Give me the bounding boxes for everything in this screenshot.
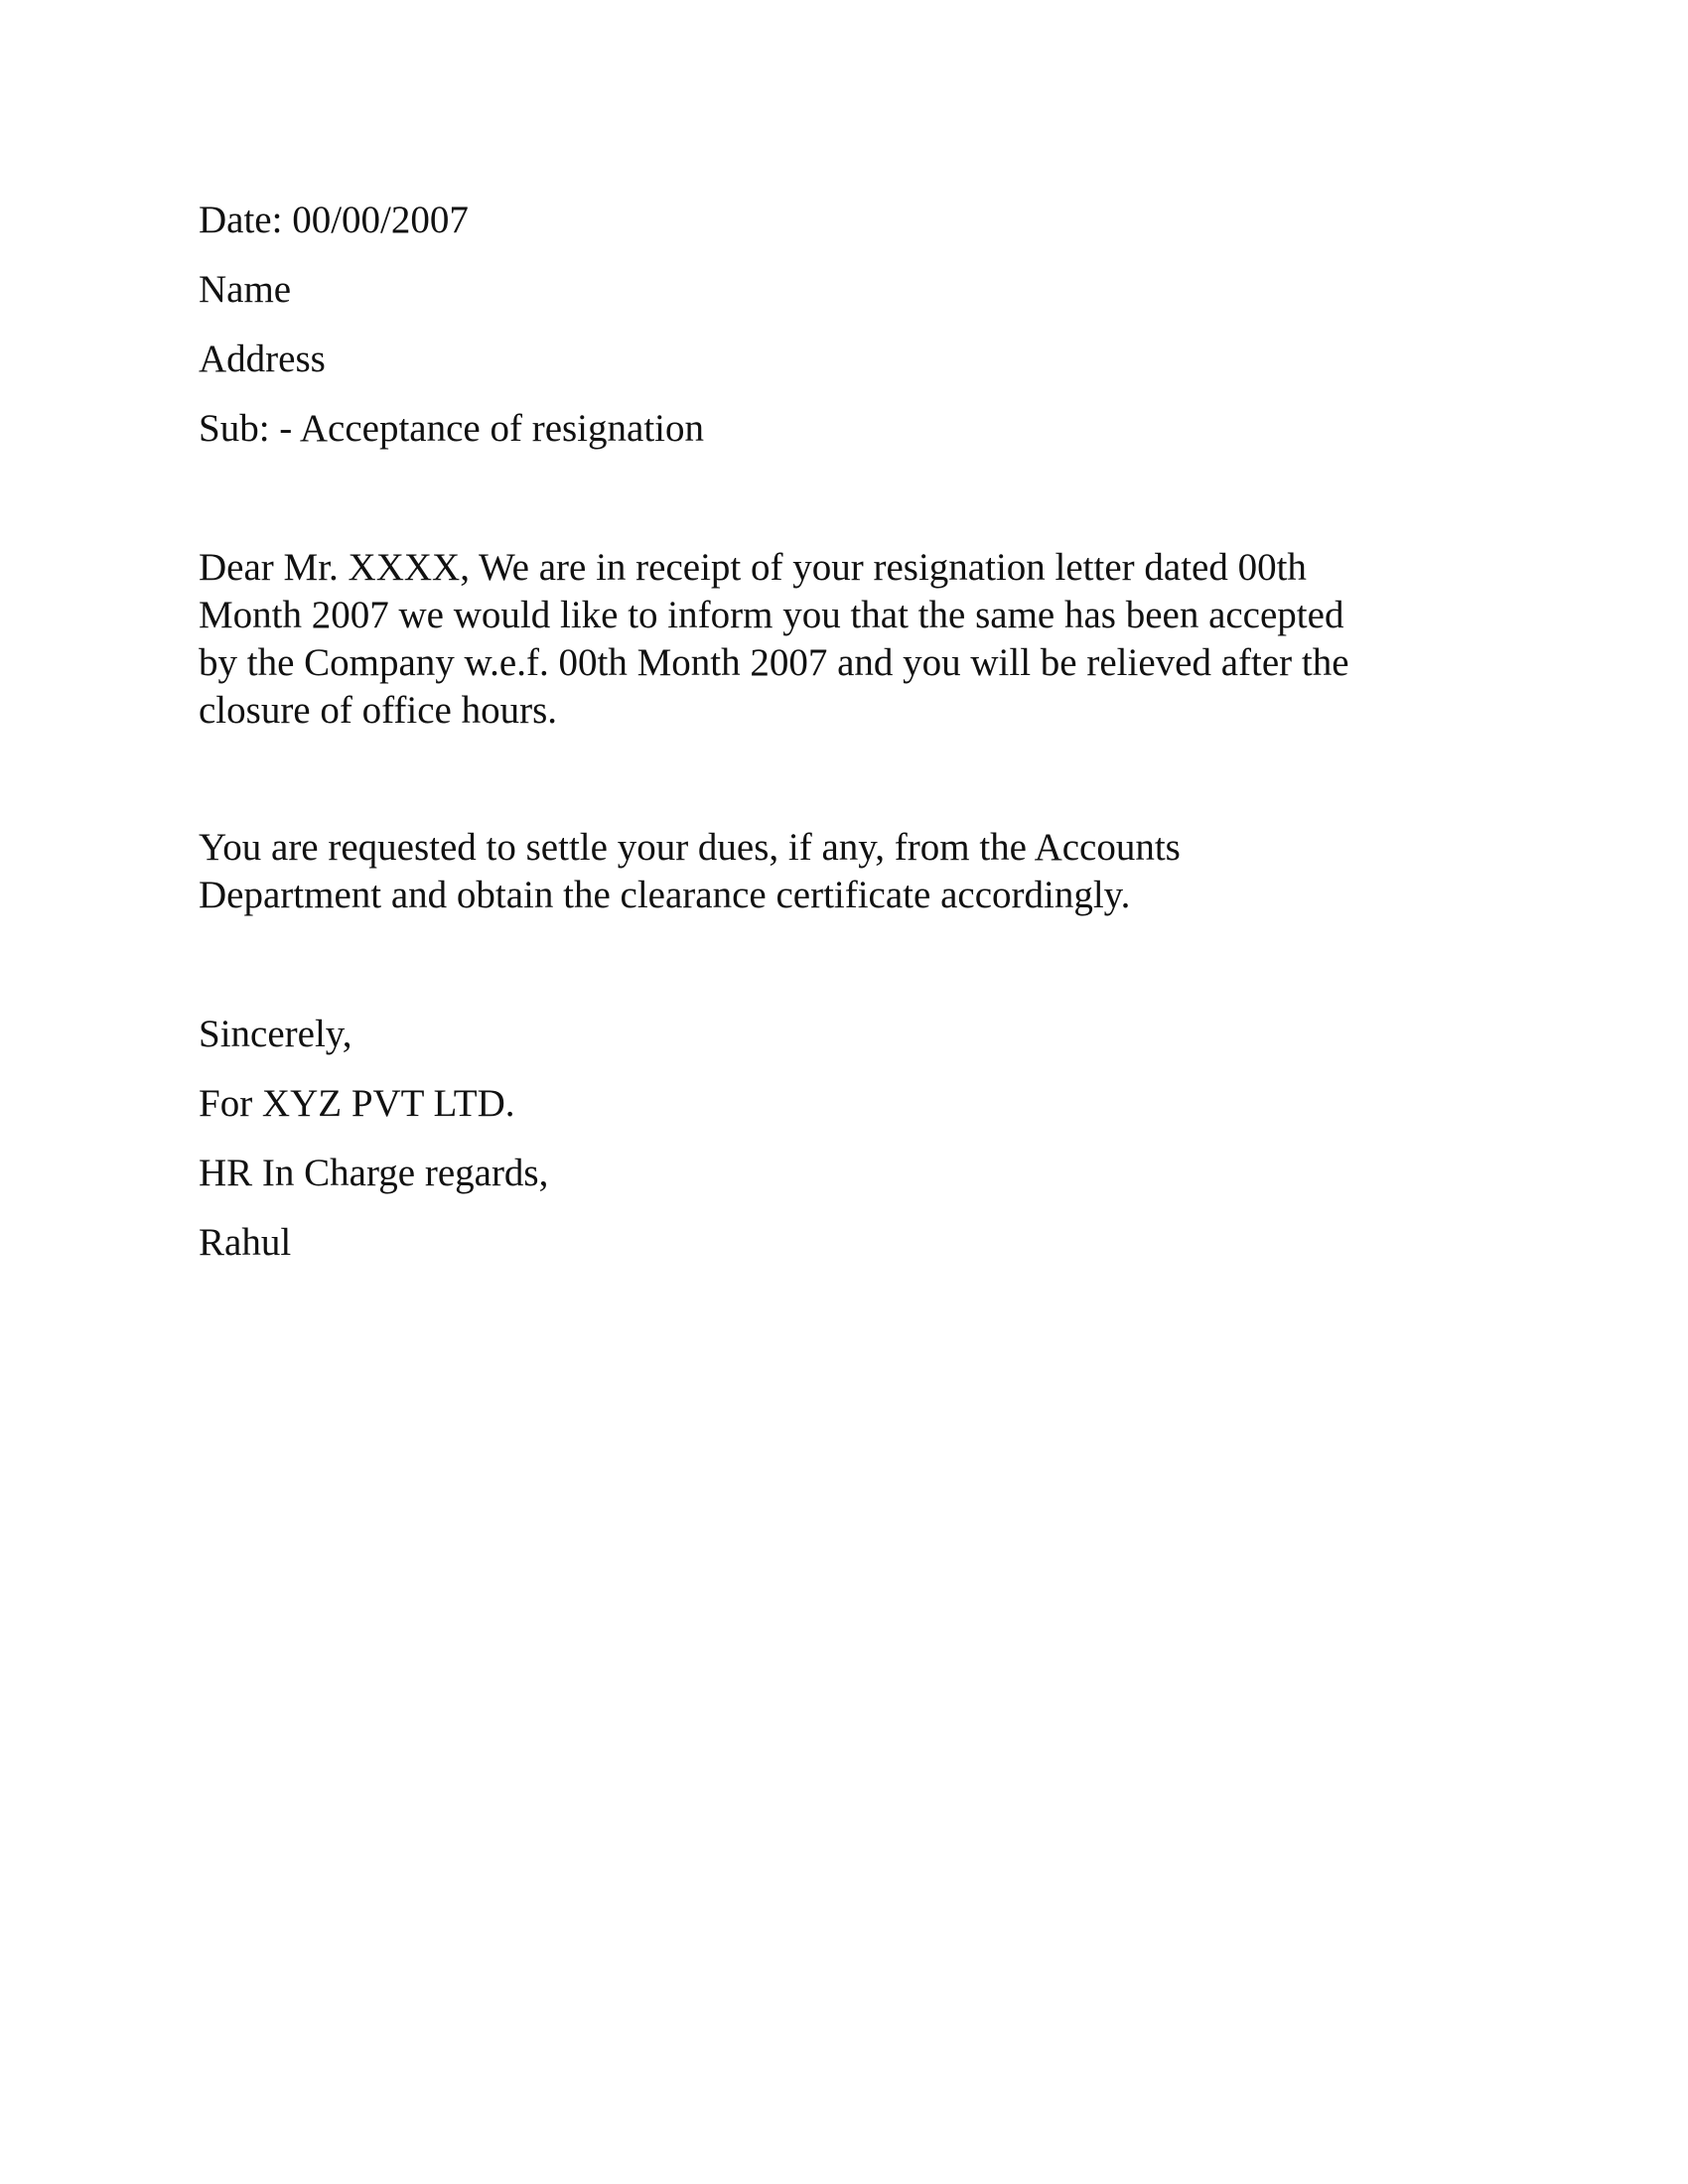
body-paragraph-acceptance	[199, 544, 1349, 735]
paragraph-line: You are requested to settle your dues, if any, from the Accounts	[199, 826, 1181, 869]
signatory-name: Rahul	[199, 1221, 292, 1264]
paragraph-line: Month 2007 we would like to inform you that the same has been accepted	[199, 594, 1344, 636]
signatory-title: HR In Charge regards,	[199, 1152, 549, 1194]
paragraph-line: Dear Mr. XXXX, We are in receipt of your resignation letter dated 00th	[199, 546, 1307, 589]
valediction: Sincerely,	[199, 1013, 352, 1055]
paragraph-line: Department and obtain the clearance certificate accordingly.	[199, 874, 1131, 916]
body-paragraph-dues	[199, 824, 1181, 919]
letter-subject: Sub: - Acceptance of resignation	[199, 407, 704, 450]
paragraph-line: by the Company w.e.f. 00th Month 2007 and you will be relieved after the	[199, 641, 1349, 684]
paragraph-line: closure of office hours.	[199, 689, 557, 732]
company-line: For XYZ PVT LTD.	[199, 1082, 515, 1125]
recipient-address: Address	[199, 338, 326, 380]
recipient-name: Name	[199, 268, 292, 311]
letter-date: Date: 00/00/2007	[199, 199, 469, 241]
